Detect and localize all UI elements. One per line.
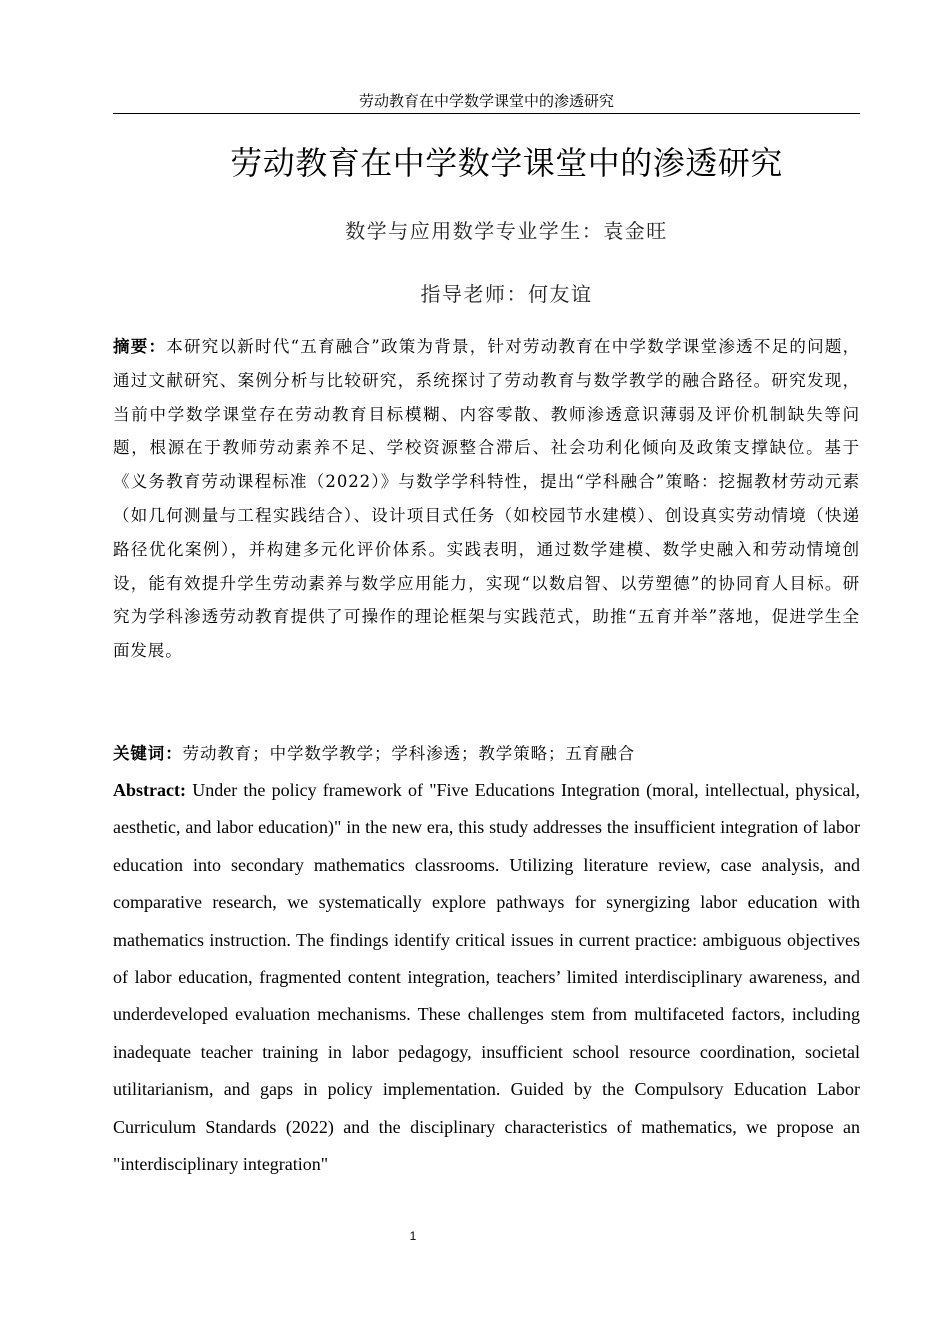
chinese-abstract <box>113 330 860 668</box>
keywords-text: 劳动教育；中学数学教学；学科渗透；教学策略；五育融合 <box>182 744 636 763</box>
author-line: 数学与应用数学专业学生：袁金旺 <box>345 219 668 243</box>
chinese-abstract-text: 本研究以新时代“五育融合”政策为背景，针对劳动教育在中学数学课堂渗透不足的问题，通过文献研究、案例分析与比较研究，系统探讨了劳动教育与数学教学的融合路径。研究发现，当前中学数学课堂存在劳动教育目标模糊、内容零散、教师渗透意识薄弱及评价机制缺失等问题，根源在于教师劳动素养不足、学校资源整合滞后、社会功利化倾向及政策支撑缺位。基于《义务教育劳动课程标准（2022）》与数学学科特性，提出“学科融合”策略：挖掘教材劳动元素（如几何测量与工程实践结合）、设计项目式任务（如校园节水建模）、创设真实劳动情境（快递路径优化案例），并构建多元化评价体系。实践表明，通过数学建模、数学史融入和劳动情境创设，能有效提升学生劳动素养与数学应用能力，实现“以数启智、以劳塑德”的协同育人目标。研究为学科渗透劳动教育提供了可操作的理论框架与实践范式，助推“五育并举”落地，促进学生全面发展。 <box>113 337 861 661</box>
running-header: 劳动教育在中学数学课堂中的渗透研究 <box>358 92 614 110</box>
keywords-label: 关键词： <box>113 744 183 763</box>
page-number: 1 <box>409 1229 417 1243</box>
english-abstract <box>113 772 860 1183</box>
chinese-abstract-label: 摘要： <box>113 337 167 356</box>
paper-title: 劳动教育在中学数学课堂中的渗透研究 <box>230 144 783 182</box>
advisor-line: 指导老师：何友谊 <box>420 282 593 306</box>
header-divider <box>113 113 860 114</box>
english-abstract-text: Under the policy framework of "Five Educations Integration (moral, intellectual, physical, aesthetic, and labor education)" in the new era, this study addresses the insufficient integration of labor education into secondary mathematics classrooms. Utilizing literature review, case analysis, and comparative research, we systematically explore pathways for synergizing labor education with mathematics instruction. The findings identify critical issues in current practice: ambiguous objectives of labor education, fragmented content integration, teachers’ limited interdisciplinary awareness, and underdeveloped evaluation mechanisms. These challenges stem from multifaceted factors, including inadequate teacher training in labor pedagogy, insufficient school resource coordination, societal utilitarianism, and gaps in policy implementation. Guided by the Compulsory Education Labor Curriculum Standards (2022) and the disciplinary characteristics of mathematics, we propose an "interdisciplinary integration" <box>113 780 860 1175</box>
chinese-keywords <box>113 740 860 768</box>
english-abstract-label: Abstract: <box>113 780 186 800</box>
